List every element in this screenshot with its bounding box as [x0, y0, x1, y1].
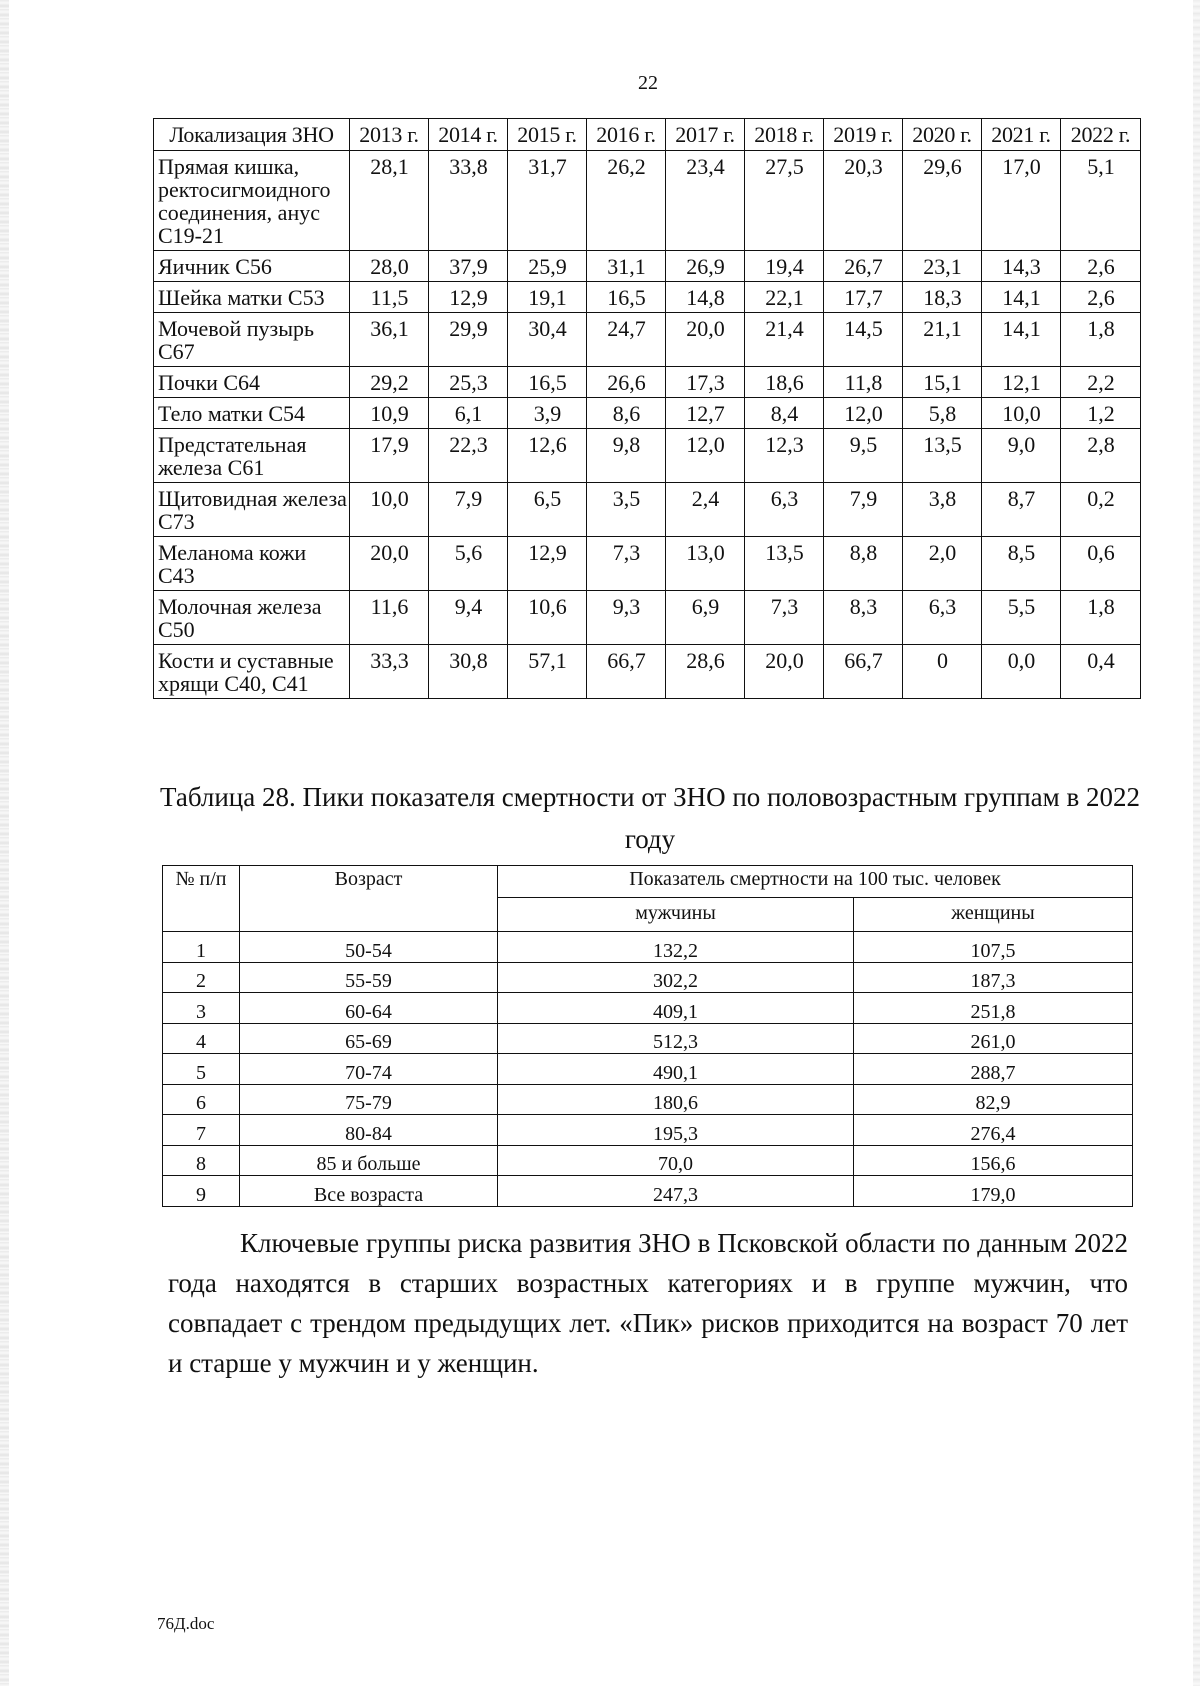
column-header: 2022 г.	[1061, 119, 1141, 151]
value-cell: 17,9	[350, 429, 429, 483]
value-cell: 2,0	[903, 537, 982, 591]
conclusion-paragraph: Ключевые группы риска развития ЗНО в Псковской области по данным 2022 года находятся в старших возрастных категориях и в группе мужчин, что совпадает с трендом предыдущих лет. «Пик» рисков приходится на возраст 70 лет и старше у мужчин и у женщин.	[168, 1228, 1128, 1378]
value-cell: 6,3	[903, 591, 982, 645]
localization-cell: Молочная железа С50	[154, 591, 350, 645]
value-cell: 18,3	[903, 282, 982, 313]
table-row	[163, 932, 1133, 963]
value-cell: 11,6	[350, 591, 429, 645]
value-cell: 2,6	[1061, 282, 1141, 313]
value-cell: 7,9	[824, 483, 903, 537]
value-cell: 21,4	[745, 313, 824, 367]
column-header: 2013 г.	[350, 119, 429, 151]
value-cell: 8,8	[824, 537, 903, 591]
age-cell: 85 и больше	[240, 1145, 498, 1176]
scan-edge-left	[0, 0, 9, 1686]
row-number-cell: 9	[163, 1176, 240, 1207]
table-row	[163, 1054, 1133, 1085]
table-row	[154, 367, 1141, 398]
row-number-cell: 6	[163, 1084, 240, 1115]
value-cell: 8,6	[587, 398, 666, 429]
mortality-by-localization-table	[153, 118, 1141, 699]
value-cell: 20,0	[745, 645, 824, 699]
value-cell: 10,0	[350, 483, 429, 537]
value-cell: 1,8	[1061, 313, 1141, 367]
value-cell: 22,3	[429, 429, 508, 483]
value-cell: 14,3	[982, 251, 1061, 282]
table-row	[163, 993, 1133, 1024]
value-cell: 26,7	[824, 251, 903, 282]
column-header: 2019 г.	[824, 119, 903, 151]
men-rate-cell: 70,0	[498, 1145, 854, 1176]
value-cell: 5,5	[982, 591, 1061, 645]
men-rate-cell: 512,3	[498, 1023, 854, 1054]
value-cell: 12,9	[508, 537, 587, 591]
value-cell: 6,5	[508, 483, 587, 537]
women-rate-cell: 288,7	[854, 1054, 1133, 1085]
value-cell: 31,7	[508, 151, 587, 251]
value-cell: 26,9	[666, 251, 745, 282]
men-rate-cell: 490,1	[498, 1054, 854, 1085]
footer-filename: 76Д.doc	[157, 1614, 215, 1633]
localization-cell: Щитовидная железа С73	[154, 483, 350, 537]
value-cell: 29,9	[429, 313, 508, 367]
value-cell: 2,8	[1061, 429, 1141, 483]
value-cell: 19,4	[745, 251, 824, 282]
table-row	[154, 591, 1141, 645]
value-cell: 6,9	[666, 591, 745, 645]
value-cell: 21,1	[903, 313, 982, 367]
value-cell: 13,0	[666, 537, 745, 591]
table-row	[163, 1084, 1133, 1115]
value-cell: 3,9	[508, 398, 587, 429]
age-cell: Все возраста	[240, 1176, 498, 1207]
value-cell: 0,0	[982, 645, 1061, 699]
localization-cell: Тело матки С54	[154, 398, 350, 429]
row-number-cell: 8	[163, 1145, 240, 1176]
value-cell: 23,4	[666, 151, 745, 251]
value-cell: 57,1	[508, 645, 587, 699]
value-cell: 16,5	[587, 282, 666, 313]
table-row	[154, 537, 1141, 591]
column-header: 2018 г.	[745, 119, 824, 151]
age-cell: 50-54	[240, 932, 498, 963]
value-cell: 12,0	[666, 429, 745, 483]
age-cell: 70-74	[240, 1054, 498, 1085]
value-cell: 12,3	[745, 429, 824, 483]
value-cell: 5,6	[429, 537, 508, 591]
value-cell: 36,1	[350, 313, 429, 367]
value-cell: 28,0	[350, 251, 429, 282]
value-cell: 33,8	[429, 151, 508, 251]
value-cell: 13,5	[903, 429, 982, 483]
value-cell: 29,2	[350, 367, 429, 398]
value-cell: 1,2	[1061, 398, 1141, 429]
age-cell: 60-64	[240, 993, 498, 1024]
value-cell: 10,0	[982, 398, 1061, 429]
women-rate-cell: 251,8	[854, 993, 1133, 1024]
column-header-women: женщины	[854, 898, 1133, 932]
row-number-cell: 7	[163, 1115, 240, 1146]
value-cell: 14,1	[982, 313, 1061, 367]
value-cell: 2,2	[1061, 367, 1141, 398]
value-cell: 8,4	[745, 398, 824, 429]
women-rate-cell: 187,3	[854, 962, 1133, 993]
column-header: 2015 г.	[508, 119, 587, 151]
value-cell: 5,8	[903, 398, 982, 429]
value-cell: 12,6	[508, 429, 587, 483]
value-cell: 0,6	[1061, 537, 1141, 591]
value-cell: 25,3	[429, 367, 508, 398]
table-row	[154, 429, 1141, 483]
value-cell: 31,1	[587, 251, 666, 282]
value-cell: 6,1	[429, 398, 508, 429]
value-cell: 3,8	[903, 483, 982, 537]
value-cell: 9,4	[429, 591, 508, 645]
table-row	[154, 398, 1141, 429]
column-header: 2016 г.	[587, 119, 666, 151]
table-row	[163, 1176, 1133, 1207]
localization-cell: Кости и суставные хрящи С40, С41	[154, 645, 350, 699]
table-row	[163, 1023, 1133, 1054]
value-cell: 8,7	[982, 483, 1061, 537]
column-header-number: № п/п	[163, 866, 240, 932]
table-row	[154, 483, 1141, 537]
row-number-cell: 1	[163, 932, 240, 963]
value-cell: 28,6	[666, 645, 745, 699]
value-cell: 20,0	[666, 313, 745, 367]
localization-cell: Предстательная железа С61	[154, 429, 350, 483]
value-cell: 26,6	[587, 367, 666, 398]
table-row	[154, 645, 1141, 699]
column-header: 2017 г.	[666, 119, 745, 151]
value-cell: 0	[903, 645, 982, 699]
column-header: Локализация ЗНО	[154, 119, 350, 151]
value-cell: 14,1	[982, 282, 1061, 313]
table-header-row	[154, 119, 1141, 151]
localization-cell: Прямая кишка, ректосигмоидного соединения, анус С19-21	[154, 151, 350, 251]
value-cell: 7,3	[587, 537, 666, 591]
value-cell: 14,5	[824, 313, 903, 367]
value-cell: 0,2	[1061, 483, 1141, 537]
value-cell: 17,3	[666, 367, 745, 398]
localization-cell: Яичник С56	[154, 251, 350, 282]
column-header: 2020 г.	[903, 119, 982, 151]
men-rate-cell: 409,1	[498, 993, 854, 1024]
table-row	[154, 151, 1141, 251]
mortality-peaks-table	[162, 865, 1133, 1207]
value-cell: 37,9	[429, 251, 508, 282]
value-cell: 18,6	[745, 367, 824, 398]
table-row	[163, 1115, 1133, 1146]
table-row	[163, 962, 1133, 993]
value-cell: 7,9	[429, 483, 508, 537]
value-cell: 1,8	[1061, 591, 1141, 645]
value-cell: 27,5	[745, 151, 824, 251]
table-caption: Таблица 28. Пики показателя смертности от ЗНО по половозрастным группам в 2022 году	[160, 782, 1140, 854]
value-cell: 66,7	[824, 645, 903, 699]
value-cell: 17,7	[824, 282, 903, 313]
value-cell: 14,8	[666, 282, 745, 313]
column-header: 2021 г.	[982, 119, 1061, 151]
men-rate-cell: 247,3	[498, 1176, 854, 1207]
value-cell: 11,8	[824, 367, 903, 398]
table-header-row	[163, 866, 1133, 898]
value-cell: 9,8	[587, 429, 666, 483]
age-cell: 55-59	[240, 962, 498, 993]
column-header-rate: Показатель смертности на 100 тыс. человек	[498, 866, 1133, 898]
age-cell: 75-79	[240, 1084, 498, 1115]
page-number: 22	[638, 72, 658, 94]
value-cell: 2,4	[666, 483, 745, 537]
women-rate-cell: 107,5	[854, 932, 1133, 963]
localization-cell: Шейка матки С53	[154, 282, 350, 313]
table-row	[163, 1145, 1133, 1176]
value-cell: 19,1	[508, 282, 587, 313]
value-cell: 25,9	[508, 251, 587, 282]
value-cell: 9,5	[824, 429, 903, 483]
column-header-men: мужчины	[498, 898, 854, 932]
value-cell: 11,5	[350, 282, 429, 313]
value-cell: 13,5	[745, 537, 824, 591]
value-cell: 15,1	[903, 367, 982, 398]
value-cell: 33,3	[350, 645, 429, 699]
women-rate-cell: 156,6	[854, 1145, 1133, 1176]
value-cell: 10,6	[508, 591, 587, 645]
value-cell: 20,0	[350, 537, 429, 591]
value-cell: 5,1	[1061, 151, 1141, 251]
value-cell: 16,5	[508, 367, 587, 398]
column-header-age: Возраст	[240, 866, 498, 932]
value-cell: 2,6	[1061, 251, 1141, 282]
column-header: 2014 г.	[429, 119, 508, 151]
value-cell: 10,9	[350, 398, 429, 429]
row-number-cell: 3	[163, 993, 240, 1024]
value-cell: 20,3	[824, 151, 903, 251]
localization-cell: Меланома кожи С43	[154, 537, 350, 591]
women-rate-cell: 276,4	[854, 1115, 1133, 1146]
value-cell: 23,1	[903, 251, 982, 282]
value-cell: 9,3	[587, 591, 666, 645]
value-cell: 30,8	[429, 645, 508, 699]
scan-edge-right	[1193, 0, 1200, 1686]
men-rate-cell: 302,2	[498, 962, 854, 993]
women-rate-cell: 261,0	[854, 1023, 1133, 1054]
value-cell: 8,3	[824, 591, 903, 645]
value-cell: 12,7	[666, 398, 745, 429]
men-rate-cell: 132,2	[498, 932, 854, 963]
value-cell: 29,6	[903, 151, 982, 251]
row-number-cell: 2	[163, 962, 240, 993]
value-cell: 24,7	[587, 313, 666, 367]
men-rate-cell: 195,3	[498, 1115, 854, 1146]
women-rate-cell: 179,0	[854, 1176, 1133, 1207]
value-cell: 66,7	[587, 645, 666, 699]
table-row	[154, 282, 1141, 313]
value-cell: 3,5	[587, 483, 666, 537]
value-cell: 17,0	[982, 151, 1061, 251]
table-row	[154, 313, 1141, 367]
value-cell: 28,1	[350, 151, 429, 251]
age-cell: 65-69	[240, 1023, 498, 1054]
value-cell: 6,3	[745, 483, 824, 537]
value-cell: 8,5	[982, 537, 1061, 591]
value-cell: 0,4	[1061, 645, 1141, 699]
value-cell: 12,9	[429, 282, 508, 313]
value-cell: 9,0	[982, 429, 1061, 483]
men-rate-cell: 180,6	[498, 1084, 854, 1115]
localization-cell: Почки С64	[154, 367, 350, 398]
value-cell: 12,0	[824, 398, 903, 429]
value-cell: 22,1	[745, 282, 824, 313]
row-number-cell: 4	[163, 1023, 240, 1054]
value-cell: 30,4	[508, 313, 587, 367]
value-cell: 26,2	[587, 151, 666, 251]
age-cell: 80-84	[240, 1115, 498, 1146]
value-cell: 7,3	[745, 591, 824, 645]
women-rate-cell: 82,9	[854, 1084, 1133, 1115]
value-cell: 12,1	[982, 367, 1061, 398]
table-row	[154, 251, 1141, 282]
localization-cell: Мочевой пузырь С67	[154, 313, 350, 367]
row-number-cell: 5	[163, 1054, 240, 1085]
